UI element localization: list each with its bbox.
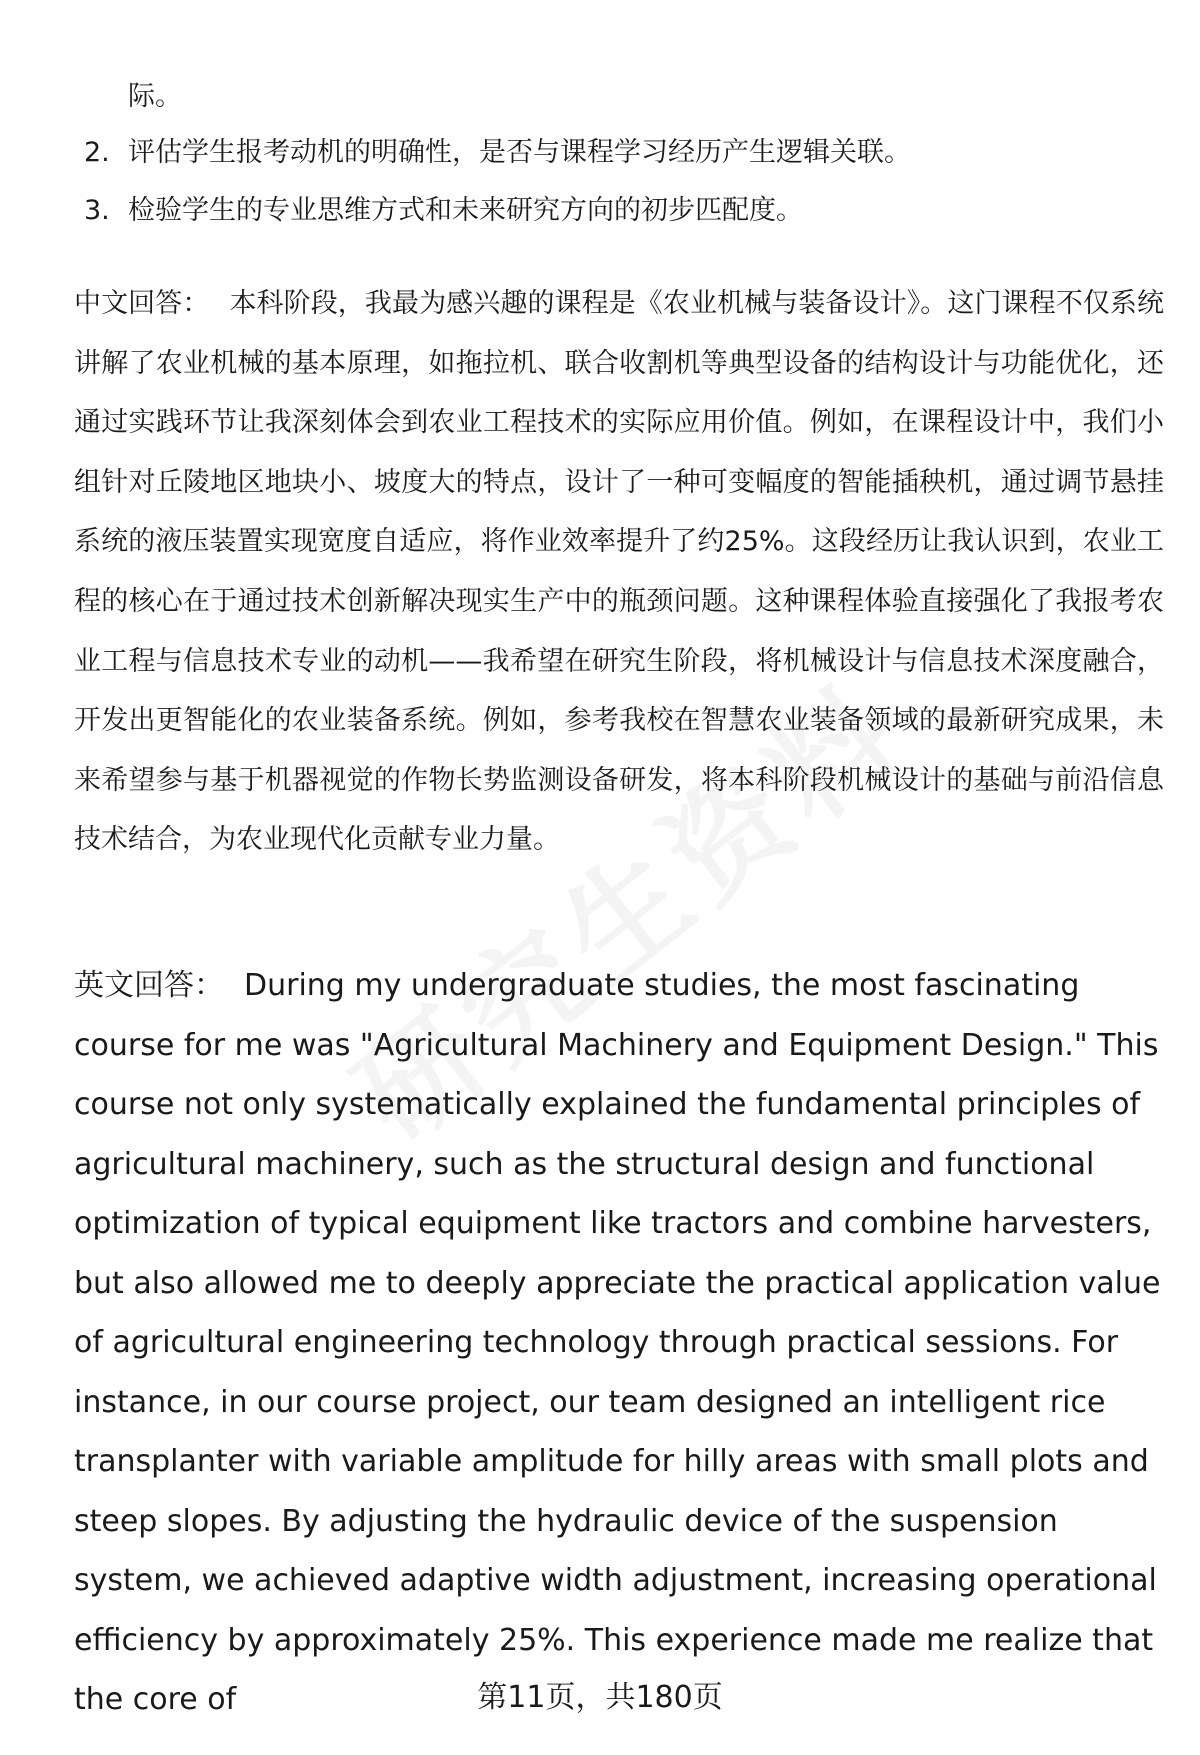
chinese-answer-label: 中文回答：	[74, 288, 210, 319]
page-footer: 第11页，共180页	[477, 1680, 723, 1715]
chinese-answer-paragraph	[74, 274, 1164, 870]
numbered-list	[84, 124, 911, 240]
list-item-number: 2.	[84, 137, 110, 168]
list-item	[84, 182, 911, 240]
english-answer-text: During my undergraduate studies, the most fascinating course for me was "Agricultural Machinery and Equipment Design." This course not only systematically explained the fundamental principles of agricultural machinery, such as the structural design and functional optimization of typical equipment like tractors and combine harvesters, but also allowed me to deeply appreciate the practical application value of agricultural engineering technology through practical sessions. For instance, in our course project, our team designed an intelligent rice transplanter with variable amplitude for hilly areas with small plots and steep slopes. By adjusting the hydraulic device of the suspension system, we achieved adaptive width adjustment, increasing operational efficiency by approximately 25%. This experience made me realize that the core of	[74, 968, 1161, 1717]
list-item	[84, 124, 911, 182]
chinese-answer-text: 本科阶段，我最为感兴趣的课程是《农业机械与装备设计》。这门课程不仅系统讲解了农业机械的基本原理，如拖拉机、联合收割机等典型设备的结构设计与功能优化，还通过实践环节让我深刻体会到农业工程技术的实际应用价值。例如，在课程设计中，我们小组针对丘陵地区地块小、坡度大的特点，设计了一种可变幅度的智能插秧机，通过调节悬挂系统的液压装置实现宽度自适应，将作业效率提升了约25%。这段经历让我认识到，农业工程的核心在于通过技术创新解决现实生产中的瓶颈问题。这种课程体验直接强化了我报考农业工程与信息技术专业的动机——我希望在研究生阶段，将机械设计与信息技术深度融合，开发出更智能化的农业装备系统。例如，参考我校在智慧农业装备领域的最新研究成果，未来希望参与基于机器视觉的作物长势监测设备研发，将本科阶段机械设计的基础与前沿信息技术结合，为农业现代化贡献专业力量。	[74, 288, 1165, 856]
list-item-text: 检验学生的专业思维方式和未来研究方向的初步匹配度。	[128, 195, 803, 226]
list-item-number: 3.	[84, 195, 110, 226]
english-answer-paragraph	[74, 956, 1169, 1730]
continuation-text: 际。	[128, 81, 182, 112]
list-item-text: 评估学生报考动机的明确性，是否与课程学习经历产生逻辑关联。	[128, 137, 911, 168]
english-answer-label: 英文回答：	[74, 968, 224, 1003]
